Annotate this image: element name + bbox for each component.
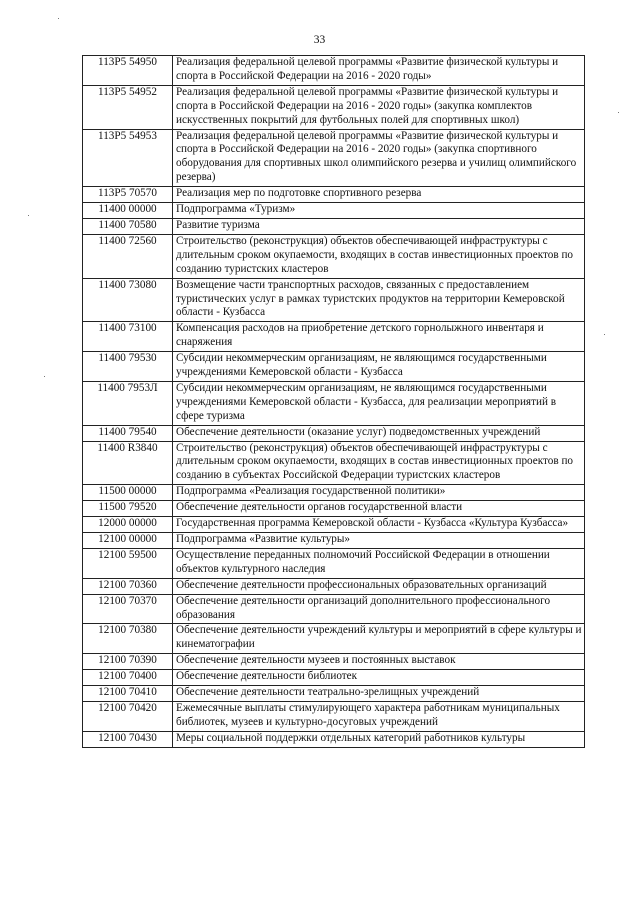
row-code: 12100 70360 [83, 578, 173, 594]
row-description: Возмещение части транспортных расходов, связанных с предоставлением туристических услуг в рамках туристских продуктов на территории Кемеровской области - Кузбасса [173, 278, 585, 322]
row-description: Подпрограмма «Развитие культуры» [173, 533, 585, 549]
table-row [83, 352, 585, 382]
table-row [83, 234, 585, 278]
table-row [83, 485, 585, 501]
row-description: Развитие туризма [173, 218, 585, 234]
row-description: Подпрограмма «Туризм» [173, 203, 585, 219]
row-description: Обеспечение деятельности библиотек [173, 670, 585, 686]
row-code: 12100 70430 [83, 731, 173, 747]
row-description: Обеспечение деятельности профессиональных образовательных организаций [173, 578, 585, 594]
table-row [83, 701, 585, 731]
table-row [83, 501, 585, 517]
row-description: Субсидии некоммерческим организациям, не являющимся государственными учреждениями Кемеровской области - Кузбасса, для реализации мероприятий в сфере туризма [173, 381, 585, 425]
row-description: Подпрограмма «Реализация государственной политики» [173, 485, 585, 501]
row-description: Реализация федеральной целевой программы «Развитие физической культуры и спорта в Российской Федерации на 2016 - 2020 годы» (закупка комплектов искусственных покрытий для футбольных полей для спортивных школ) [173, 85, 585, 129]
row-code: 11400 79540 [83, 425, 173, 441]
row-code: 12100 70400 [83, 670, 173, 686]
row-description: Осуществление переданных полномочий Российской Федерации в отношении объектов культурного наследия [173, 548, 585, 578]
row-code: 12100 70420 [83, 701, 173, 731]
table-row [83, 548, 585, 578]
table-row [83, 381, 585, 425]
row-code: 113P5 70570 [83, 187, 173, 203]
table-row [83, 322, 585, 352]
row-code: 12100 70410 [83, 686, 173, 702]
row-code: 12100 59500 [83, 548, 173, 578]
row-code: 11400 70580 [83, 218, 173, 234]
budget-codes-table-body [83, 56, 585, 748]
row-description: Обеспечение деятельности органов государственной власти [173, 501, 585, 517]
scan-speck [604, 334, 605, 335]
row-code: 11400 00000 [83, 203, 173, 219]
row-code: 11400 72560 [83, 234, 173, 278]
row-code: 11500 00000 [83, 485, 173, 501]
table-row [83, 425, 585, 441]
row-description: Реализация федеральной целевой программы «Развитие физической культуры и спорта в Российской Федерации на 2016 - 2020 годы» [173, 56, 585, 86]
row-code: 113P5 54950 [83, 56, 173, 86]
row-description: Реализация федеральной целевой программы «Развитие физической культуры и спорта в Российской Федерации на 2016 - 2020 годы» (закупка спортивного оборудования для спортивных школ олимпийского резерва и училищ олимпийского резерва) [173, 129, 585, 187]
row-code: 12100 00000 [83, 533, 173, 549]
row-description: Обеспечение деятельности музеев и постоянных выставок [173, 654, 585, 670]
table-row [83, 594, 585, 624]
row-description: Обеспечение деятельности (оказание услуг) подведомственных учреждений [173, 425, 585, 441]
row-description: Обеспечение деятельности учреждений культуры и мероприятий в сфере культуры и кинематографии [173, 624, 585, 654]
row-code: 11400 R3840 [83, 441, 173, 485]
row-description: Строительство (реконструкция) объектов обеспечивающей инфраструктуры с длительным сроком окупаемости, входящих в состав инвестиционных проектов по созданию в субъектах Российской Федерации туристских кластеров [173, 441, 585, 485]
table-row [83, 670, 585, 686]
row-description: Компенсация расходов на приобретение детского горнолыжного инвентаря и снаряжения [173, 322, 585, 352]
row-code: 12100 70380 [83, 624, 173, 654]
scan-speck [618, 112, 619, 113]
table-row [83, 218, 585, 234]
table-row [83, 56, 585, 86]
row-code: 11400 79530 [83, 352, 173, 382]
row-code: 113P5 54953 [83, 129, 173, 187]
table-row [83, 203, 585, 219]
table-row [83, 129, 585, 187]
scan-speck [58, 18, 59, 19]
row-code: 11500 79520 [83, 501, 173, 517]
row-description: Ежемесячные выплаты стимулирующего характера работникам муниципальных библиотек, музеев и культурно-досуговых учреждений [173, 701, 585, 731]
table-row [83, 578, 585, 594]
scan-speck [44, 376, 45, 377]
row-code: 113P5 54952 [83, 85, 173, 129]
table-row [83, 278, 585, 322]
budget-codes-table [82, 55, 585, 748]
row-description: Меры социальной поддержки отдельных категорий работников культуры [173, 731, 585, 747]
table-row [83, 533, 585, 549]
row-description: Строительство (реконструкция) объектов обеспечивающей инфраструктуры с длительным сроком окупаемости, входящих в состав инвестиционных проектов по созданию туристских кластеров [173, 234, 585, 278]
row-code: 11400 7953Л [83, 381, 173, 425]
row-description: Субсидии некоммерческим организациям, не являющимся государственными учреждениями Кемеровской области - Кузбасса [173, 352, 585, 382]
row-description: Обеспечение деятельности организаций дополнительного профессионального образования [173, 594, 585, 624]
table-row [83, 624, 585, 654]
row-code: 12000 00000 [83, 517, 173, 533]
scan-speck [28, 215, 29, 216]
table-row [83, 187, 585, 203]
table-row [83, 441, 585, 485]
table-row [83, 654, 585, 670]
row-code: 12100 70390 [83, 654, 173, 670]
row-code: 11400 73100 [83, 322, 173, 352]
table-row [83, 85, 585, 129]
row-description: Реализация мер по подготовке спортивного резерва [173, 187, 585, 203]
table-row [83, 686, 585, 702]
page-number: 33 [313, 34, 326, 46]
row-description: Обеспечение деятельности театрально-зрелищных учреждений [173, 686, 585, 702]
row-description: Государственная программа Кемеровской области - Кузбасса «Культура Кузбасса» [173, 517, 585, 533]
row-code: 12100 70370 [83, 594, 173, 624]
table-row [83, 731, 585, 747]
row-code: 11400 73080 [83, 278, 173, 322]
table-row [83, 517, 585, 533]
